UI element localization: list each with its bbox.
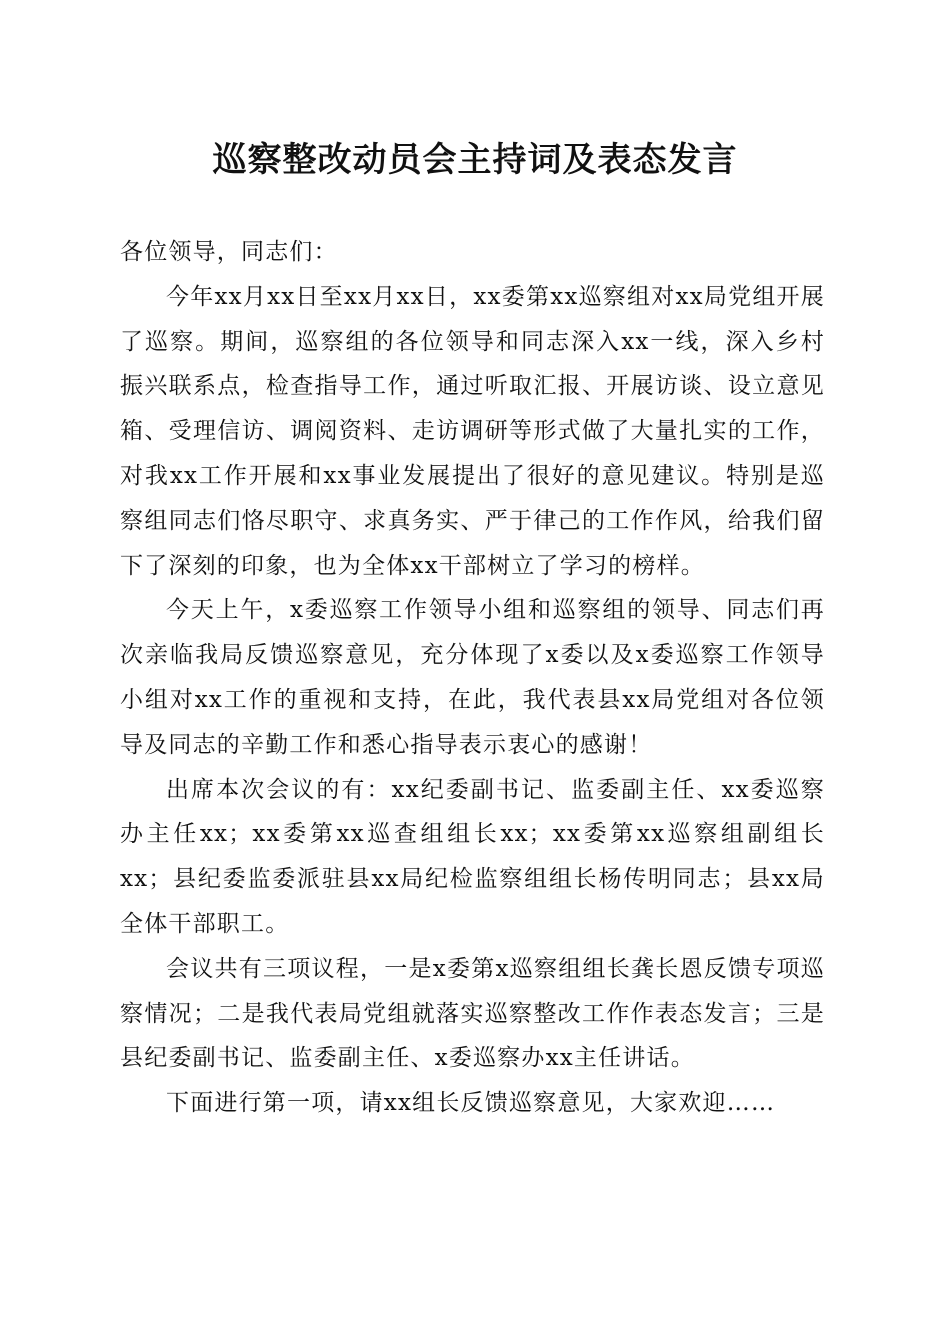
salutation: 各位领导，同志们：	[120, 239, 338, 265]
document-title: 巡察整改动员会主持词及表态发言	[212, 140, 738, 180]
paragraph-1: 今年xx月xx日至xx月xx日，xx委第xx巡察组对xx局党组开展了巡察。期间，巡察组的各位领导和同志深入xx一线，深入乡村振兴联系点，检查指导工作，通过听取汇报、开展访谈、设立意见箱、受理信访、调阅资料、走访调研等形式做了大量扎实的工作，对我xx工作开展和xx事业发展提出了很好的意见建议。特别是巡察组同志们恪尽职守、求真务实、严于律己的工作作风，给我们留下了深刻的印象，也为全体xx干部树立了学习的榜样。	[120, 283, 825, 579]
paragraph-3: 出席本次会议的有：xx纪委副书记、监委副主任、xx委巡察办主任xx；xx委第xx巡查组组长xx；xx委第xx巡察组副组长xx；县纪委监委派驻县xx局纪检监察组组长杨传明同志；县xx局全体干部职工。	[120, 776, 825, 937]
paragraph-5: 下面进行第一项，请xx组长反馈巡察意见，大家欢迎……	[166, 1090, 776, 1117]
paragraph-2: 今天上午，x委巡察工作领导小组和巡察组的领导、同志们再次亲临我局反馈巡察意见，充分体现了x委以及x委巡察工作领导小组对xx工作的重视和支持，在此，我代表县xx局党组对各位领导及同志的辛勤工作和悉心指导表示衷心的感谢！	[120, 597, 825, 758]
document-body	[120, 230, 825, 1126]
paragraph-4: 会议共有三项议程，一是x委第x巡察组组长龚长恩反馈专项巡察情况；二是我代表局党组就落实巡察整改工作作表态发言；三是县纪委副书记、监委副主任、x委巡察办xx主任讲话。	[120, 955, 825, 1072]
